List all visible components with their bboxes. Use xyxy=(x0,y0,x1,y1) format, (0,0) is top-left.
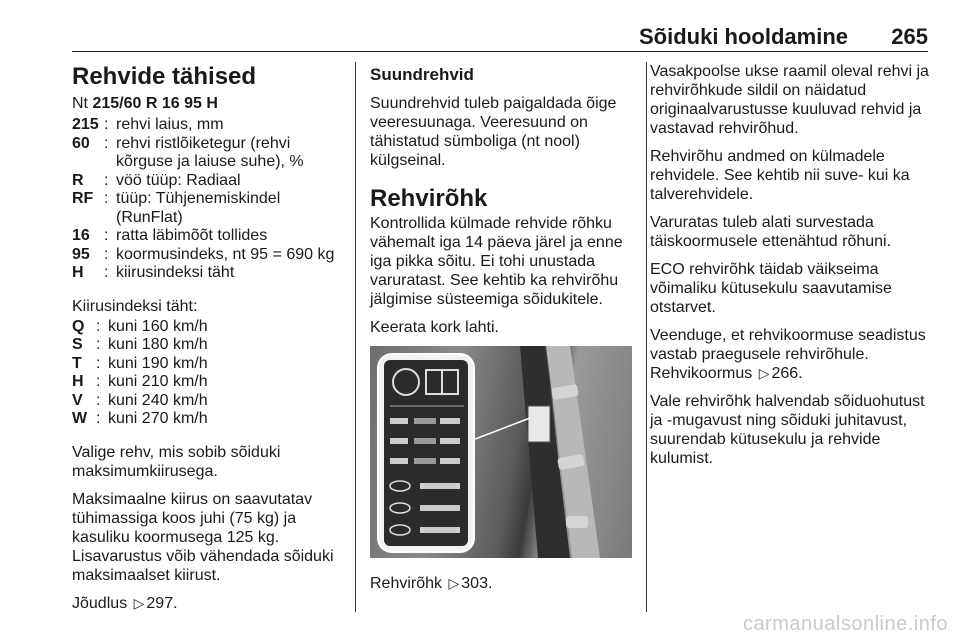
definition-description: rehvi laius, mm xyxy=(116,116,224,133)
paragraph-unscrew-cap: Keerata kork lahti. xyxy=(370,319,499,336)
definition-term: RF xyxy=(72,190,94,207)
reference-text: Jõudlus xyxy=(72,594,128,612)
paragraph-select-tire: Valige rehv, mis sobib sõiduki maksimumkiirusega. xyxy=(72,443,281,480)
paragraph-check-pressure: Kontrollida külmade rehvide rõhku vähemalt iga 14 päeva järel ja enne iga pikka sõitu. Ei tohi unustada varuratast. See kehtib ka rehvirõhu jälgimise süsteemiga sõidukitele. xyxy=(370,215,623,308)
arrow-reference-icon: ▷ xyxy=(758,365,770,381)
definition-colon: : xyxy=(104,227,109,244)
definition-row xyxy=(72,392,344,411)
definition-colon: : xyxy=(96,410,101,427)
definition-description: kuni 210 km/h xyxy=(108,373,208,390)
reference-performance xyxy=(72,594,344,613)
definition-colon: : xyxy=(104,264,109,281)
definition-term: 16 xyxy=(72,227,90,244)
arrow-reference-icon: ▷ xyxy=(448,575,460,591)
column-1 xyxy=(72,62,344,622)
definition-description: vöö tüüp: Radiaal xyxy=(116,171,241,189)
section-heading-tire-markings: Rehvide tähised xyxy=(72,63,257,90)
definition-description: kuni 180 km/h xyxy=(108,336,208,353)
example-prefix: Nt xyxy=(72,95,88,112)
door-frame-illustration xyxy=(370,346,632,558)
paragraph-max-speed: Maksimaalne kiirus on saavutatav tühimassiga koos juhi (75 kg) ja kasuliku koormusega 125 kg. Lisavarustus võib vähendada sõiduki maksimaalset kiirust. xyxy=(72,490,334,584)
definition-term: 95 xyxy=(72,245,90,263)
arrow-reference-icon: ▷ xyxy=(133,594,145,611)
column-divider-1 xyxy=(355,62,356,612)
definition-description: ratta läbimõõt tollides xyxy=(116,227,268,244)
definition-colon: : xyxy=(104,245,109,263)
tire-code-definitions xyxy=(72,116,344,283)
definition-description: tüüp: Tühjenemiskindel (RunFlat) xyxy=(116,190,281,226)
paragraph-directional: Suundrehvid tuleb paigaldada õige veeresuunaga. Veeresuund on tähistatud sümboliga (nt nool) külgseinal. xyxy=(370,95,617,169)
subheading-directional-tires: Suundrehvid xyxy=(370,65,474,84)
speed-index-definitions xyxy=(72,318,344,429)
definition-colon: : xyxy=(104,134,109,152)
definition-row xyxy=(72,246,344,265)
tire-pressure-label-photo xyxy=(370,346,632,558)
definition-description: kuni 270 km/h xyxy=(108,410,208,427)
column-2 xyxy=(370,62,632,602)
watermark: carmanualsonline.info xyxy=(742,613,948,635)
reference-tire-pressure xyxy=(370,574,632,593)
reference-page[interactable]: 266. xyxy=(771,365,803,382)
definition-term: R xyxy=(72,171,84,189)
paragraph-eco-pressure: ECO rehvirõhk täidab väikseima võimaliku kütusekulu saavutamise otstarvet. xyxy=(650,261,892,316)
definition-description: kuni 240 km/h xyxy=(108,391,208,409)
definition-description: kuni 160 km/h xyxy=(108,317,208,335)
paragraph-cold-tires: Rehvirõhu andmed on külmadele rehvidele. See kehtib nii suve- kui ka talverehvidele. xyxy=(650,148,910,203)
definition-term: T xyxy=(72,354,82,372)
definition-row xyxy=(72,336,344,355)
speed-index-intro: Kiirusindeksi täht: xyxy=(72,297,198,315)
definition-colon: : xyxy=(96,373,101,390)
section-heading-tire-pressure: Rehvirõhk xyxy=(370,185,488,212)
definition-colon: : xyxy=(96,354,101,372)
definition-description: kiirusindeksi täht xyxy=(116,264,235,281)
definition-row xyxy=(72,135,344,172)
definition-colon: : xyxy=(96,317,101,335)
definition-term: 60 xyxy=(72,134,90,152)
reference-page[interactable]: 297. xyxy=(146,594,178,612)
definition-colon: : xyxy=(96,391,101,409)
paragraph-wrong-pressure: Vale rehvirõhk halvendab sõiduohutust ja -mugavust ning sõiduki juhitavust, suurendab kütusekulu ja rehvide kulumist. xyxy=(650,393,925,467)
definition-description: kuni 190 km/h xyxy=(108,354,208,372)
page-header xyxy=(72,24,928,52)
definition-row xyxy=(72,172,344,191)
definition-row xyxy=(72,318,344,337)
definition-row xyxy=(72,373,344,392)
tire-load-text: Veenduge, et rehvikoormuse seadistus vastab praegusele rehvirõhule. Rehvikoormus xyxy=(650,327,926,382)
paragraph-tire-load xyxy=(650,326,932,383)
page-number: 265 xyxy=(891,24,928,49)
definition-term: W xyxy=(72,410,88,427)
reference-page[interactable]: 303. xyxy=(461,575,493,592)
definition-row xyxy=(72,264,344,283)
tire-code-example xyxy=(72,94,344,113)
definition-term: H xyxy=(72,264,84,281)
definition-colon: : xyxy=(104,116,109,133)
example-code: 215/60 R 16 95 H xyxy=(92,95,218,112)
definition-term: Q xyxy=(72,317,85,335)
definition-term: 215 xyxy=(72,116,99,133)
definition-term: S xyxy=(72,336,83,353)
definition-row xyxy=(72,227,344,246)
definition-description: koormusindeks, nt 95 = 690 kg xyxy=(116,245,335,263)
definition-colon: : xyxy=(104,171,109,189)
definition-description: rehvi ristlõiketegur (rehvi kõrguse ja laiuse suhe), % xyxy=(116,134,304,170)
chapter-title: Sõiduki hooldamine xyxy=(638,24,848,49)
reference-text: Rehvirõhk xyxy=(370,575,443,592)
definition-row xyxy=(72,190,344,227)
column-3 xyxy=(650,62,932,477)
definition-colon: : xyxy=(96,336,101,353)
definition-term: H xyxy=(72,373,84,390)
definition-row xyxy=(72,410,344,429)
definition-term: V xyxy=(72,391,83,409)
definition-row xyxy=(72,355,344,374)
column-divider-2 xyxy=(646,62,647,612)
paragraph-door-label: Vasakpoolse ukse raamil oleval rehvi ja rehvirõhkude sildil on näidatud originaalvarustusse kuuluvad rehvid ja vastavad rehvirõhud. xyxy=(650,63,929,137)
paragraph-spare-wheel: Varuratas tuleb alati survestada täiskoormusele ettenähtud rõhuni. xyxy=(650,214,892,250)
definition-colon: : xyxy=(104,190,109,207)
definition-row xyxy=(72,116,344,135)
